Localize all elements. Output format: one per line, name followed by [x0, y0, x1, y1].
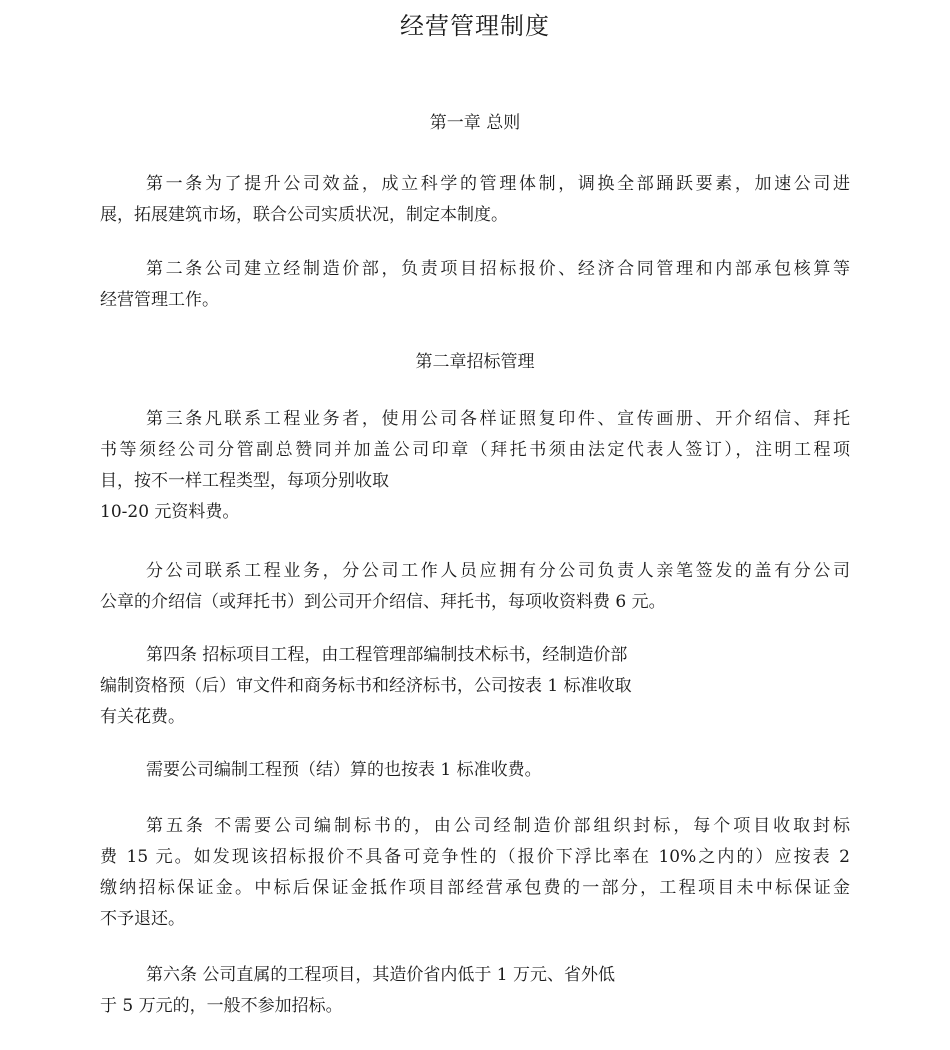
article-5-line-4: 不予退还。	[100, 909, 185, 929]
article-2-paragraph	[100, 254, 850, 316]
article-5-line-3: 缴纳招标保证金。中标后保证金抵作项目部经营承包费的一部分，工程项目未中标保证金	[100, 878, 850, 898]
article-1-line-2: 展，拓展建筑市场，联合公司实质状况，制定本制度。	[100, 205, 508, 225]
article-5-line-1: 第五条 不需要公司编制标书的，由公司经制造价部组织封标，每个项目收取封标	[146, 816, 850, 836]
article-3-line-4: 10-20 元资料费。	[100, 502, 240, 522]
article-5-paragraph	[100, 811, 850, 935]
article-4b-line-1: 需要公司编制工程预（结）算的也按表 1 标准收费。	[146, 760, 542, 780]
article-4-line-1: 第四条 招标项目工程，由工程管理部编制技术标书，经制造价部	[146, 645, 628, 665]
branch-paragraph	[100, 556, 850, 618]
article-6-line-1: 第六条 公司直属的工程项目，其造价省内低于 1 万元、省外低	[146, 965, 616, 985]
article-3-line-2: 书等须经公司分管副总赞同并加盖公司印章（拜托书须由法定代表人签订），注明工程项	[100, 440, 850, 460]
article-1-line-1: 第一条为了提升公司效益，成立科学的管理体制，调换全部踊跃要素，加速公司进	[146, 174, 850, 194]
chapter-1-heading: 第一章 总则	[429, 113, 521, 133]
article-3-paragraph	[100, 404, 850, 528]
article-2-line-1: 第二条公司建立经制造价部，负责项目招标报价、经济合同管理和内部承包核算等	[146, 259, 850, 279]
article-1-paragraph	[100, 169, 850, 231]
article-4-line-2: 编制资格预（后）审文件和商务标书和经济标书，公司按表 1 标准收取	[100, 676, 632, 696]
branch-line-2: 公章的介绍信（或拜托书）到公司开介绍信、拜托书，每项收资料费 6 元。	[100, 592, 666, 612]
article-3-line-3: 目，按不一样工程类型，每项分别收取	[100, 471, 389, 491]
article-2-line-2: 经营管理工作。	[100, 290, 219, 310]
article-6-line-2: 于 5 万元的，一般不参加招标。	[100, 996, 343, 1016]
branch-line-1: 分公司联系工程业务，分公司工作人员应拥有分公司负责人亲笔签发的盖有分公司	[146, 561, 850, 581]
article-4-paragraph	[100, 640, 850, 733]
article-4b-paragraph	[100, 755, 850, 786]
article-5-line-2: 费 15 元。如发现该招标报价不具备可竞争性的（报价下浮比率在 10%之内的）应按表 2	[100, 847, 850, 867]
article-3-line-1: 第三条凡联系工程业务者，使用公司各样证照复印件、宣传画册、开介绍信、拜托	[146, 409, 850, 429]
article-6-paragraph	[100, 960, 850, 1022]
document-title: 经营管理制度	[400, 12, 550, 40]
article-4-line-3: 有关花费。	[100, 707, 185, 727]
chapter-2-heading: 第二章招标管理	[415, 352, 535, 372]
